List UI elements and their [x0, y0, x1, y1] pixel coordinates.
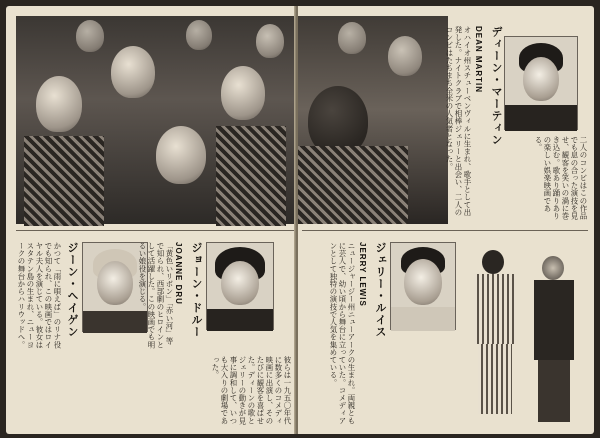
name-en-jerry-lewis: JERRY LEWIS: [358, 242, 367, 307]
crowd-photo: [16, 16, 296, 224]
left-page: [6, 6, 296, 434]
portrait-jerry-lewis: [390, 242, 456, 330]
profile-text-jean-hagen: かつて「雨に唄えば」のリナ役でも知られ、この映画ではロイヤル夫人を演じている。彼女はスタテン島の生まれ、ニューヨークの舞台からハリウッドへ。: [17, 242, 62, 349]
name-en-dean-martin: DEAN MARTIN: [474, 26, 483, 93]
profile-text-joanne-dru: 「黄色いリボン」「赤い河」等で知られ、西部劇のヒロインとして活躍した。この映画でも明るい娘役を演じる。: [138, 242, 174, 349]
name-jp-dean-martin: ディーン・マーティン: [490, 26, 503, 146]
left-column-text: 彼らは一九五〇年代に数多くのコメディ映画に出演し、そのたびに観客を喜ばせた。ディーンの歌とジェリーの動きが見事に調和して、いつも大入りの劇場であった。: [211, 356, 292, 425]
right-page: [298, 6, 594, 434]
divider: [302, 230, 588, 231]
crowd-photo-right: [298, 16, 448, 224]
profile-text-jerry-lewis: ニュージャージー州ニューアークの生まれ。両親ともに芸人で、幼い頃から舞台に立っていた。コメディアンとして独特の演技で人気を集めている。: [329, 242, 356, 425]
divider: [16, 230, 296, 231]
duo-photo: [468, 244, 592, 432]
portrait-dean-martin: [504, 36, 578, 130]
name-en-joanne-dru: JOANNE DRU: [174, 242, 183, 305]
name-jp-joanne-dru: ジョーン・ドルー: [190, 242, 203, 338]
right-upper-column-text: 二人のコンビはこの作品でも息の合った演技を見せ、観客を笑いの渦に巻き込む。歌あり踊りありの楽しい娯楽映画である。: [534, 136, 588, 220]
name-jp-jerry-lewis: ジェリー・ルイス: [374, 242, 387, 338]
portrait-joanne-dru: [206, 242, 274, 330]
profile-text-dean-martin: オハイオ州スチューベンヴィルに生まれ、歌手として出発した。ナイトクラブで相棒ジェリーと出会い、二人のコンビはたちまち全米の人気者となった。: [445, 26, 472, 216]
name-jp-jean-hagen: ジーン・ヘイゲン: [66, 242, 79, 338]
